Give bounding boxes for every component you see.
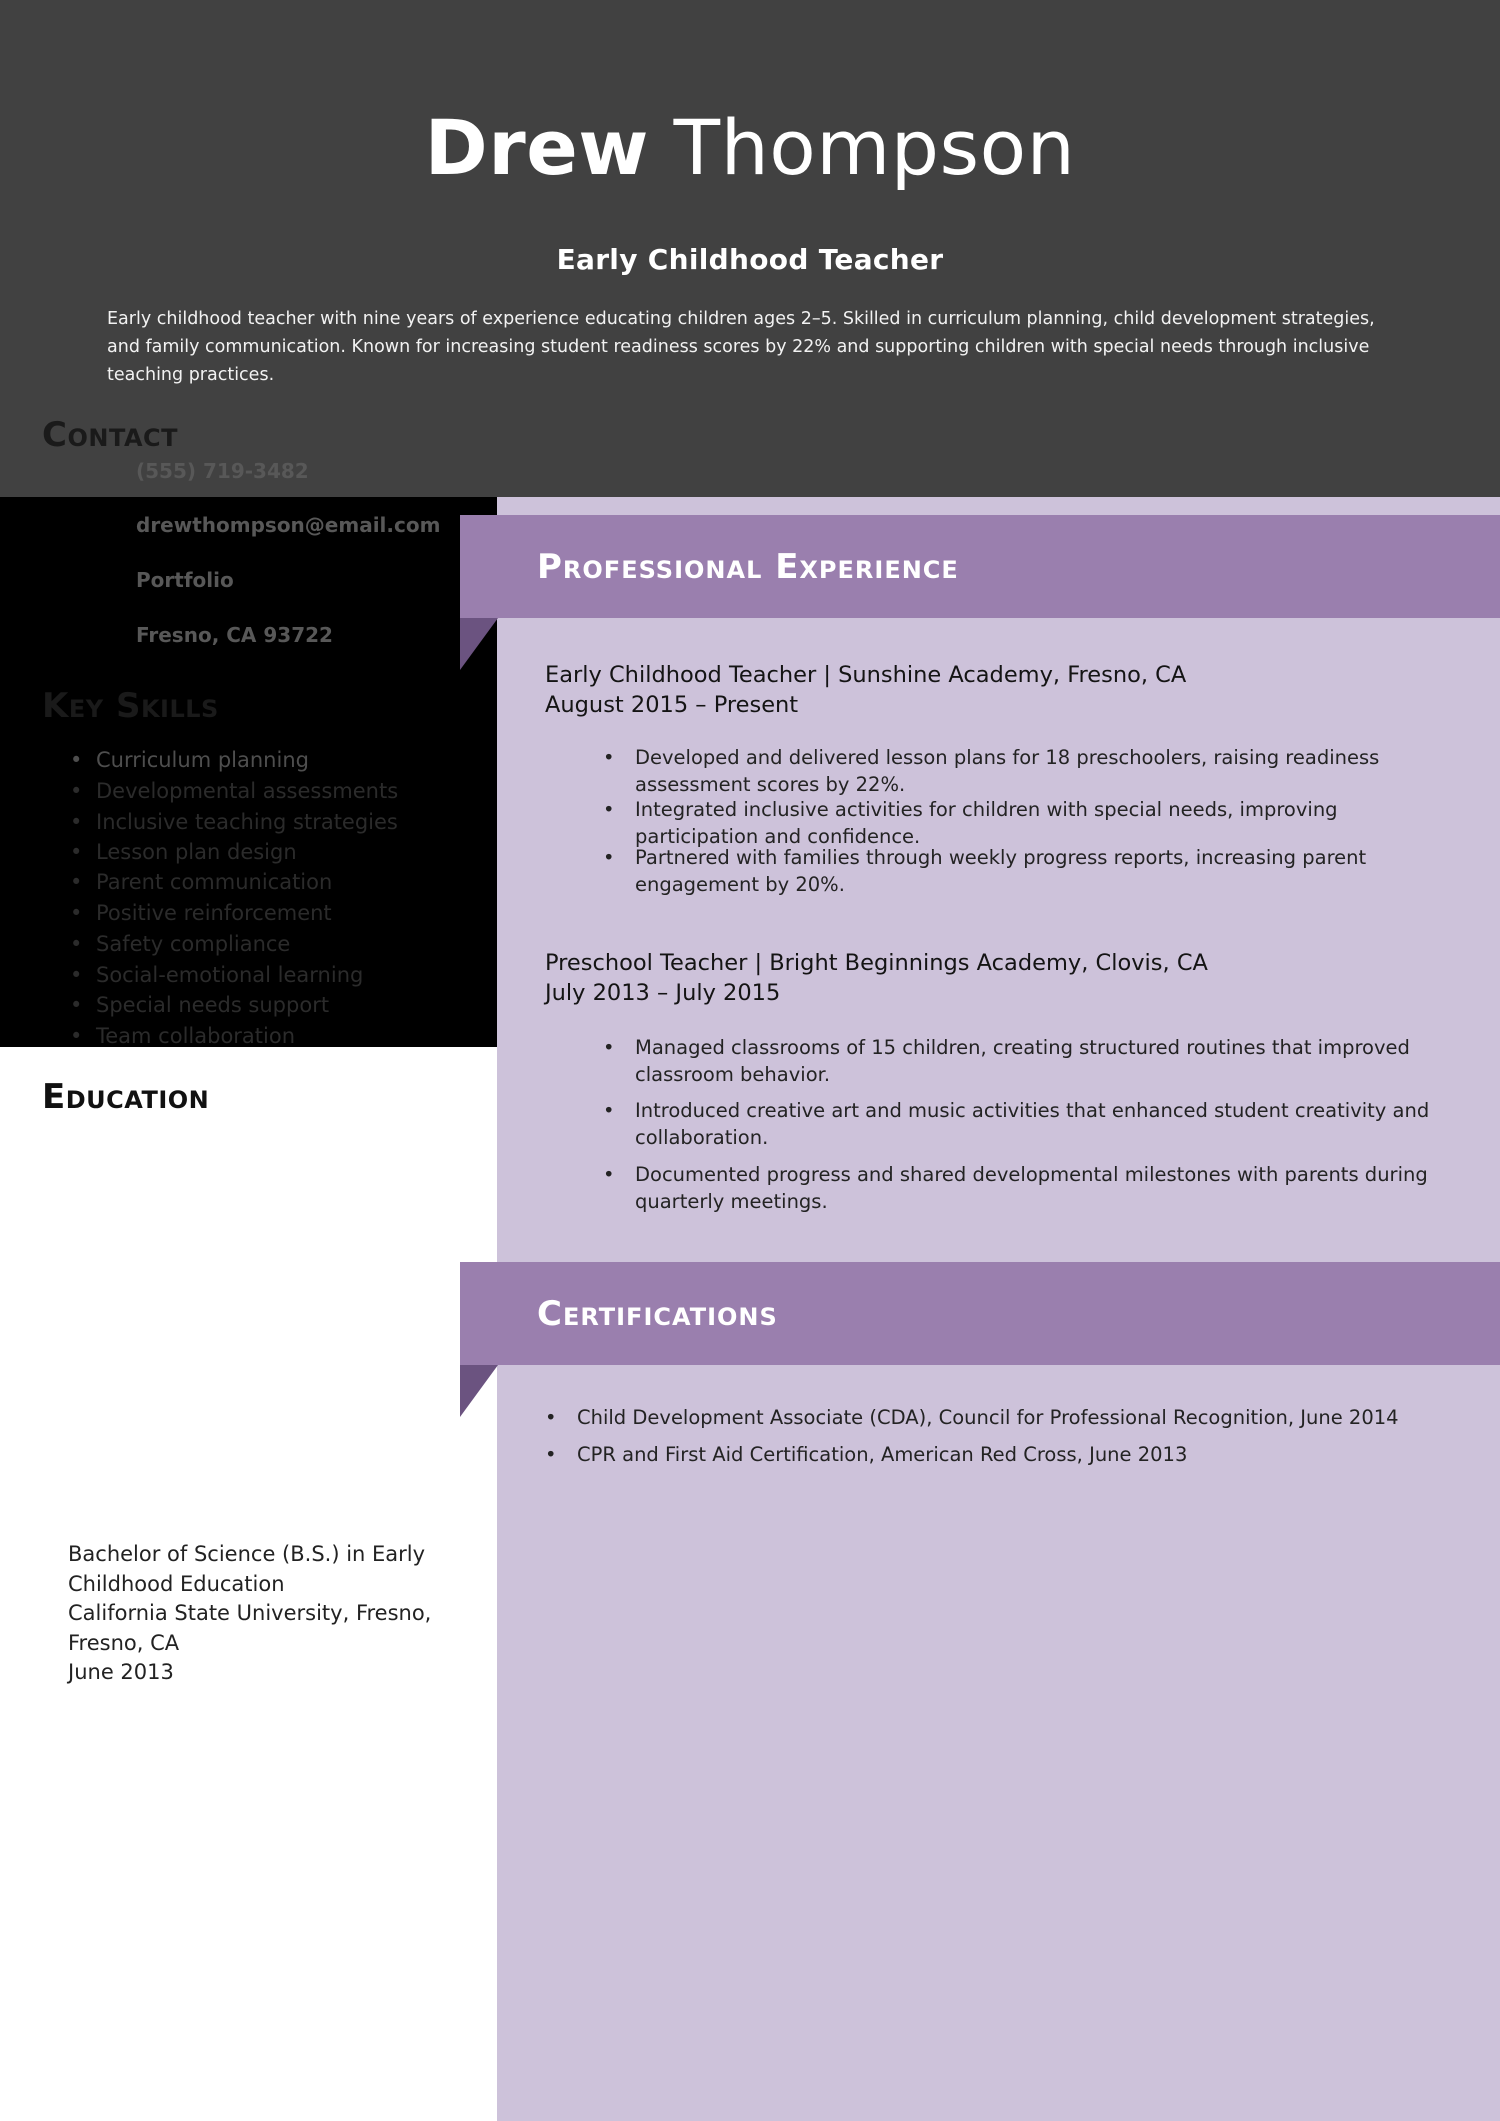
job-bullet: • Documented progress and shared developmental milestones with parents during quarterly meetings. [603,1162,1433,1215]
bullet-icon: • [70,932,83,956]
candidate-name [0,105,1500,191]
skill-item [70,777,398,805]
bullet-icon: • [70,1024,83,1048]
professional-summary: Early childhood teacher with nine years of experience educating children ages 2–5. Skilled in curriculum planning, child development strategies, and family communication. Known for increasing student readiness scores by 22% and supporting children with special needs through inclusive teaching practices. [107,309,1375,385]
skill-item [70,930,290,958]
certifications-banner-fold [460,1365,498,1417]
skill-item [70,991,329,1019]
skill-label: Positive reinforcement [96,901,332,925]
skill-label: Inclusive teaching strategies [96,810,398,834]
sidebar [0,415,497,2121]
professional-experience-heading: Professional Experience [537,546,959,587]
job-dates: August 2015 – Present [545,692,799,718]
skill-label: Special needs support [96,993,330,1017]
skill-item [70,808,398,836]
skill-label: Social-emotional learning [96,963,364,987]
job-bullet: • Introduced creative art and music activities that enhanced student creativity and collaboration. [603,1098,1433,1151]
education-date: June 2013 [68,1660,174,1684]
education-school: California State University, Fresno, [68,1601,432,1625]
job-entry-header [545,660,1186,720]
skill-item [70,868,332,896]
professional-experience-banner [460,515,1500,618]
key-skills-heading: Key Skills [42,686,219,726]
job-bullet: • Integrated inclusive activities for children with special needs, improving participation and confidence. [603,797,1433,850]
job-bullet: • Partnered with families through weekly progress reports, increasing parent engagement by 20%. [603,845,1433,898]
job-bullet: • Developed and delivered lesson plans for 18 preschoolers, raising readiness assessment scores by 22%. [603,745,1433,798]
skill-label: Parent communication [96,870,333,894]
job-entry-header [545,948,1208,1008]
skill-label: Curriculum planning [96,748,309,772]
resume-header [0,0,1500,497]
skill-item [70,899,332,927]
bullet-icon: • [70,870,83,894]
skill-label: Lesson plan design [96,840,297,864]
bullet-icon: • [70,810,83,834]
education-entry [68,1540,468,1688]
certification-item: • Child Development Associate (CDA), Council for Professional Recognition, June 2014 [545,1405,1445,1432]
education-degree: Bachelor of Science (B.S.) in Early Childhood Education [68,1542,426,1596]
skill-label: Team collaboration [96,1024,296,1048]
bullet-icon: • [70,901,83,925]
job-title-line: Early Childhood Teacher | Sunshine Academy, Fresno, CA [545,662,1187,688]
skill-item [70,746,309,774]
certification-item: • CPR and First Aid Certification, American Red Cross, June 2013 [545,1442,1445,1469]
job-title-line: Preschool Teacher | Bright Beginnings Academy, Clovis, CA [545,950,1208,976]
skill-item [70,838,297,866]
candidate-last-name: Thompson [673,103,1076,192]
professional-experience-banner-fold [460,618,498,670]
skill-item [70,961,363,989]
education-location: Fresno, CA [68,1630,180,1655]
bullet-icon: • [70,840,83,864]
job-dates: July 2013 – July 2015 [545,980,781,1006]
contact-phone[interactable]: (555) 719-3482 [136,459,309,483]
contact-email[interactable]: drewthompson@email.com [136,513,441,537]
skill-label: Safety compliance [96,932,291,956]
bullet-icon: • [70,993,83,1017]
skill-item [70,1022,295,1050]
job-bullet: • Managed classrooms of 15 children, creating structured routines that improved classroom behavior. [603,1035,1433,1088]
candidate-job-title: Early Childhood Teacher [556,243,944,276]
bullet-icon: • [70,963,83,987]
bullet-icon: • [70,748,83,772]
education-heading: Education [42,1077,210,1117]
contact-heading: Contact [42,415,179,455]
certifications-banner [460,1262,1500,1365]
certifications-heading: Certifications [537,1293,778,1334]
bullet-icon: • [70,779,83,803]
skill-label: Developmental assessments [96,779,399,803]
contact-location: Fresno, CA 93722 [136,623,333,647]
contact-portfolio-link[interactable]: Portfolio [136,568,234,592]
candidate-first-name: Drew [424,103,649,192]
